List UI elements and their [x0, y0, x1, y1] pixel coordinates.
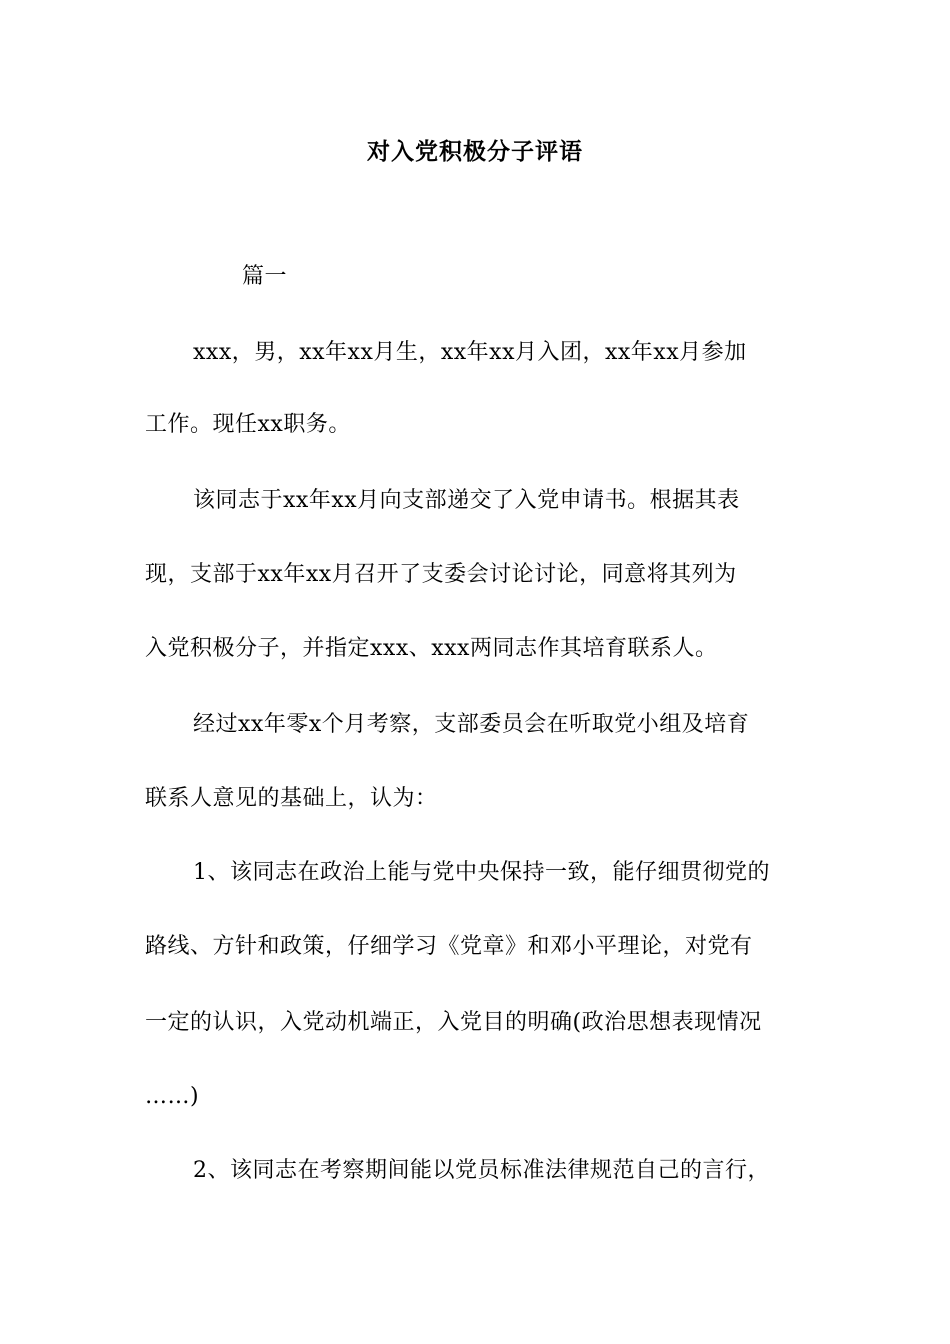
- paragraph-line: 现，支部于xx年xx月召开了支委会讨论讨论，同意将其列为: [145, 562, 737, 587]
- paragraph-line: 路线、方针和政策，仔细学习《党章》和邓小平理论，对党有: [145, 934, 753, 959]
- paragraph-line: 经过xx年零x个月考察，支部委员会在听取党小组及培育: [193, 712, 750, 737]
- paragraph-line: 2、该同志在考察期间能以党员标准法律规范自己的言行，: [193, 1158, 770, 1183]
- paragraph-line: ……): [145, 1084, 200, 1109]
- section-heading: 篇一: [242, 264, 288, 289]
- paragraph-line: 入党积极分子，并指定xxx、xxx两同志作其培育联系人。: [145, 636, 718, 661]
- paragraph-line: 工作。现任xx职务。: [145, 412, 351, 437]
- paragraph-line: 1、该同志在政治上能与党中央保持一致，能仔细贯彻党的: [193, 860, 770, 885]
- paragraph-line: xxx，男，xx年xx月生，xx年xx月入团，xx年xx月参加: [193, 340, 747, 365]
- paragraph-line: 联系人意见的基础上，认为：: [145, 786, 438, 811]
- paragraph-line: 该同志于xx年xx月向支部递交了入党申请书。根据其表: [193, 488, 740, 513]
- document-title: 对入党积极分子评语: [367, 138, 583, 165]
- paragraph-line: 一定的认识，入党动机端正，入党目的明确(政治思想表现情况: [145, 1010, 762, 1035]
